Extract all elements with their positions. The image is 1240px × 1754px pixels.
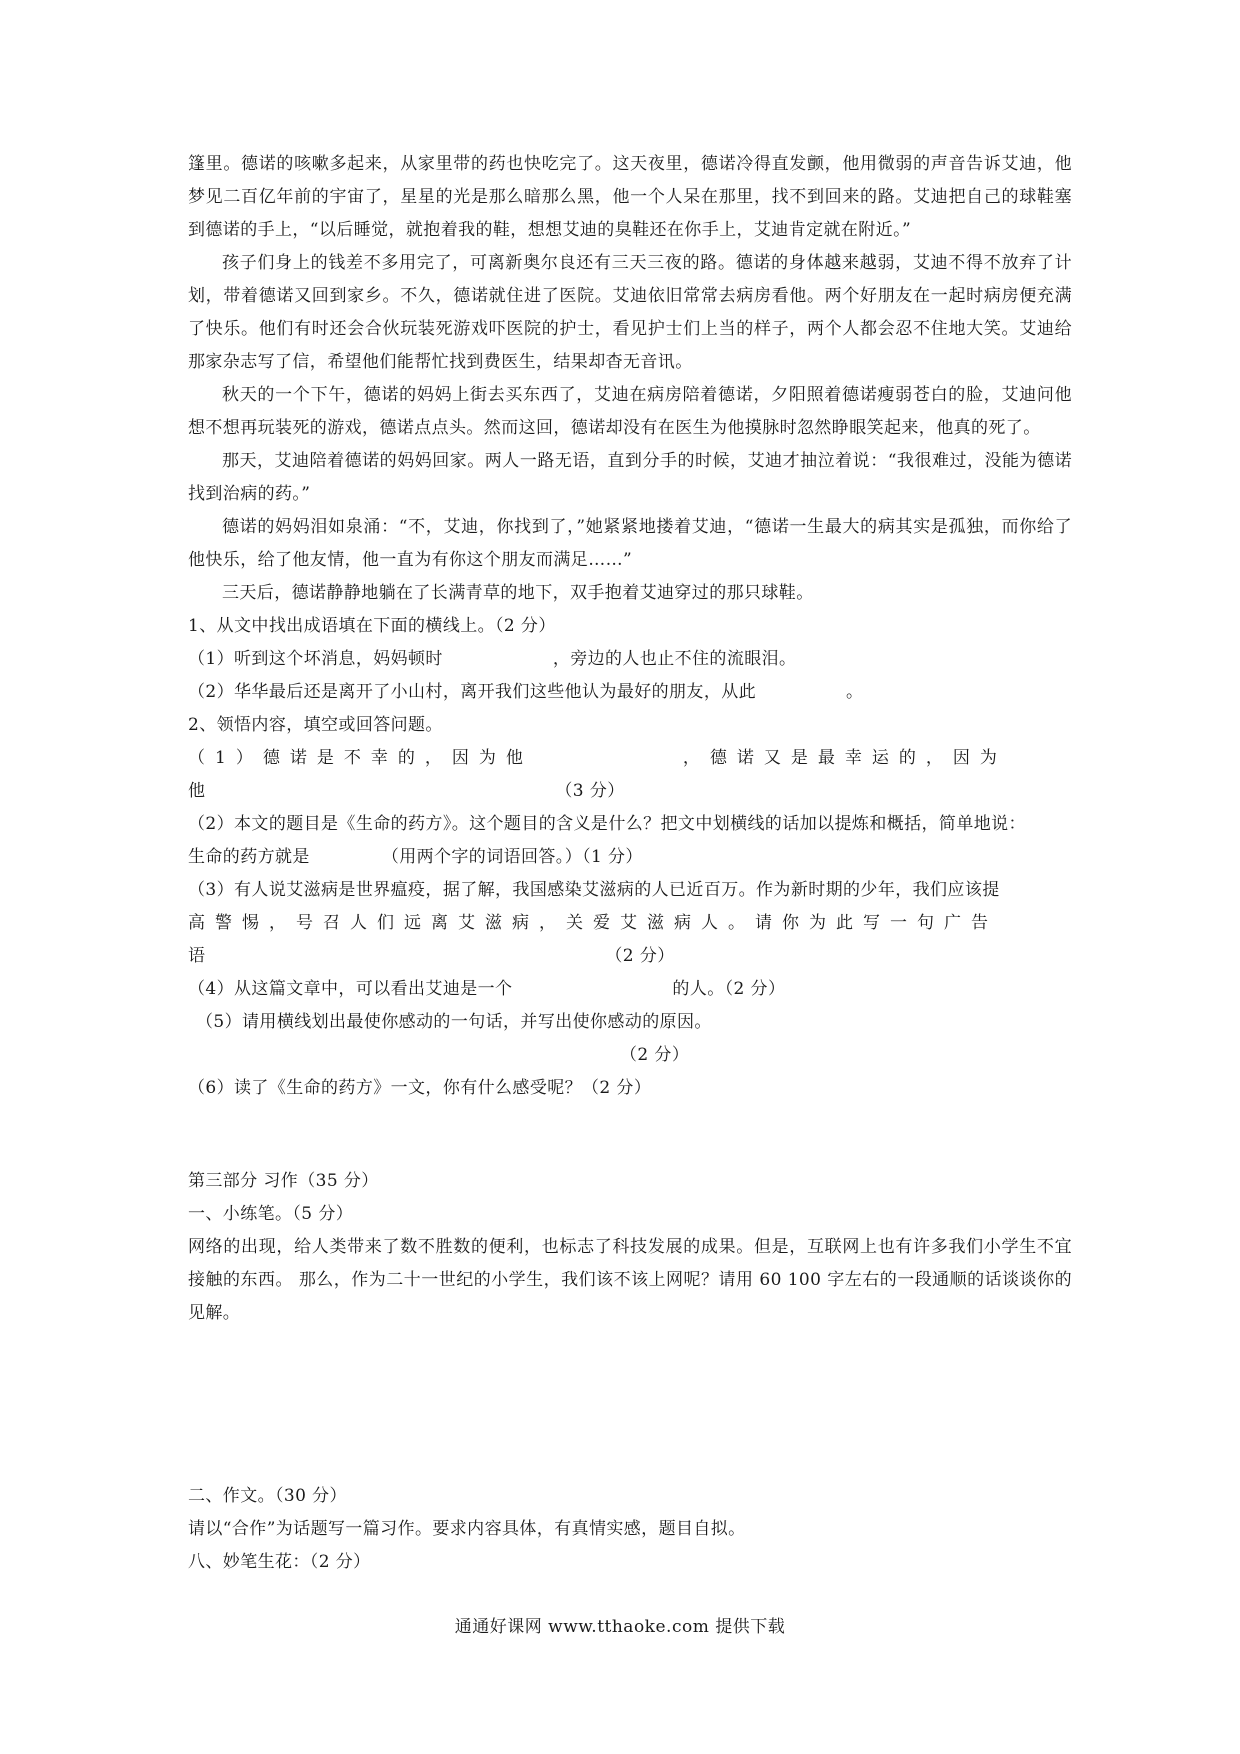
question-2-title: 2、领悟内容，填空或回答问题。 (188, 715, 443, 735)
question-2-item-1-text-a: （1）德诺是不幸的，因为他 (188, 748, 533, 768)
question-2-item-4 (188, 973, 1072, 1006)
part-3-section-2-text: 请以“合作”为话题写一篇习作。要求内容具体，有真情实感，题目自拟。 (188, 1519, 746, 1539)
question-2-item-1-cont (188, 775, 1072, 808)
question-2-item-3-answer-line (188, 940, 1072, 973)
writing-space[interactable] (188, 1330, 1072, 1480)
question-1-item-2-text-b: 。 (846, 682, 864, 702)
question-2-item-6: （6）读了《生命的药方》一文，你有什么感受呢？（2 分） (188, 1078, 652, 1098)
question-2-item-3: （3）有人说艾滋病是世界瘟疫，据了解，我国感染艾滋病的人已近百万。作为新时期的少年，我们应该提 (188, 880, 1000, 900)
page-content (188, 148, 1072, 1579)
story-paragraph-5: 德诺的妈妈泪如泉涌：“不，艾迪，你找到了，”她紧紧地搂着艾迪，“德诺一生最大的病其实是孤独，而你给了他快乐，给了他友情，他一直为有你这个朋友而满足……” (188, 517, 1072, 570)
question-2-item-1-text-c: 他 (188, 781, 206, 801)
story-paragraph-6: 三天后，德诺静静地躺在了长满青草的地下，双手抱着艾迪穿过的那只球鞋。 (222, 583, 814, 603)
part-3-section-1-text: 网络的出现，给人类带来了数不胜数的便利，也标志了科技发展的成果。但是，互联网上也有许多我们小学生不宜接触的东西。 那么，作为二十一世纪的小学生，我们该不该上网呢？请用 60 100 字左右的一段通顺的话谈谈你的见解。 (188, 1237, 1072, 1323)
question-2-item-3-score: （2 分） (605, 946, 675, 966)
question-2-item-2: （2）本文的题目是《生命的药方》。这个题目的含义是什么？把文中划横线的话加以提炼和概括，简单地说： (188, 814, 1026, 834)
question-2-item-5-score-line (188, 1039, 1072, 1072)
question-1-item-2 (188, 676, 1072, 709)
spacer (188, 1105, 1072, 1165)
page-footer: 通通好课网 www.tthaoke.com 提供下载 (454, 1617, 786, 1637)
question-1-item-1-text-b: ，旁边的人也止不住的流眼泪。 (552, 649, 797, 669)
story-paragraph-1: 篷里。德诺的咳嗽多起来，从家里带的药也快吃完了。这天夜里，德诺冷得直发颤，他用微弱的声音告诉艾迪，他梦见二百亿年前的宇宙了，星星的光是那么暗那么黑，他一个人呆在那里，找不到回来的路。艾迪把自己的球鞋塞到德诺的手上，“以后睡觉，就抱着我的鞋，想想艾迪的臭鞋还在你手上，艾迪肯定就在附近。” (188, 154, 1072, 240)
question-2-item-2-cont (188, 841, 1072, 874)
question-2-item-5-score: （2 分） (620, 1045, 690, 1065)
question-2-item-4-text-b: 的人。（2 分） (672, 979, 786, 999)
part-3-section-2-title: 二、作文。（30 分） (188, 1486, 347, 1506)
question-2-item-4-text-a: （4）从这篇文章中，可以看出艾迪是一个 (188, 979, 513, 999)
story-paragraph-3: 秋天的一个下午，德诺的妈妈上街去买东西了，艾迪在病房陪着德诺，夕阳照着德诺瘦弱苍白的脸，艾迪问他想不想再玩装死的游戏，德诺点点头。然而这回，德诺却没有在医生为他摸脉时忽然睁眼笑起来，他真的死了。 (188, 385, 1072, 438)
question-1-item-2-text-a: （2）华华最后还是离开了小山村，离开我们这些他认为最好的朋友，从此 (188, 682, 757, 702)
question-2-item-5: （5）请用横线划出最使你感动的一句话，并写出使你感动的原因。 (196, 1012, 712, 1032)
question-2-item-1-text-b: ，德诺又是最幸运的，因为 (682, 748, 1007, 768)
question-2-item-2-text-b: 生命的药方就是 (188, 847, 310, 867)
part-3-title: 第三部分 习作（35 分） (188, 1171, 379, 1191)
section-8-title: 八、妙笔生花：（2 分） (188, 1552, 371, 1572)
question-2-item-3-text-c: 语 (188, 946, 206, 966)
question-2-item-1-score: （3 分） (555, 781, 625, 801)
question-2-item-3-cont: 高警惕，号召人们远离艾滋病，关爱艾滋病人。请你为此写一句广告 (188, 913, 998, 933)
question-1-title: 1、从文中找出成语填在下面的横线上。（2 分） (188, 616, 556, 636)
question-2-item-2-text-c: （用两个字的词语回答。）（1 分） (381, 847, 643, 867)
question-1-item-1 (188, 643, 1072, 676)
part-3-section-1-title: 一、小练笔。（5 分） (188, 1204, 354, 1224)
question-2-item-1 (188, 742, 1072, 775)
story-paragraph-2: 孩子们身上的钱差不多用完了，可离新奥尔良还有三天三夜的路。德诺的身体越来越弱，艾迪不得不放弃了计划，带着德诺又回到家乡。不久，德诺就住进了医院。艾迪依旧常常去病房看他。两个好朋友在一起时病房便充满了快乐。他们有时还会合伙玩装死游戏吓医院的护士，看见护士们上当的样子，两个人都会忍不住地大笑。艾迪给那家杂志写了信，希望他们能帮忙找到费医生，结果却杳无音讯。 (188, 253, 1072, 372)
story-paragraph-4: 那天，艾迪陪着德诺的妈妈回家。两人一路无语，直到分手的时候，艾迪才抽泣着说：“我很难过，没能为德诺找到治病的药。” (188, 451, 1072, 504)
question-1-item-1-text-a: （1）听到这个坏消息，妈妈顿时 (188, 649, 443, 669)
